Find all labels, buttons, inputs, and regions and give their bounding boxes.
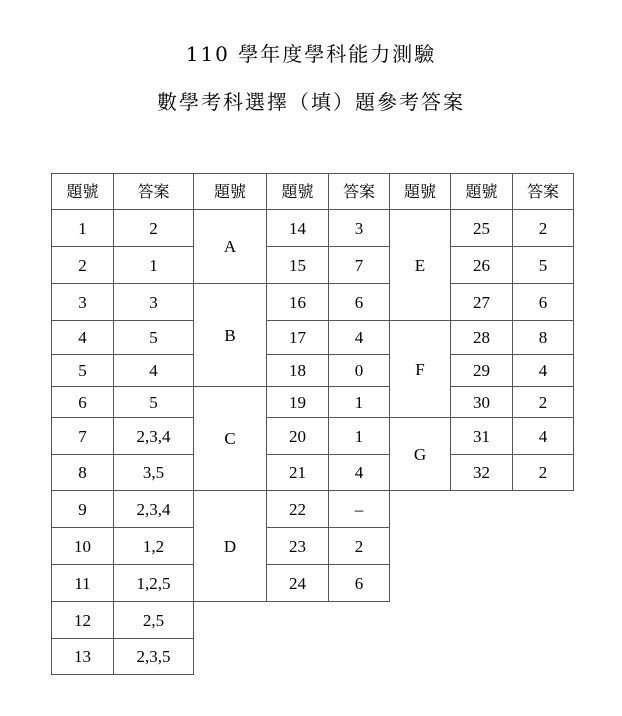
- answer-value: 2: [329, 528, 390, 565]
- answer-value: 1,2,5: [114, 565, 194, 602]
- question-number: 5: [52, 355, 114, 387]
- header-group: 題號: [390, 174, 451, 210]
- header-answer: 答案: [513, 174, 574, 210]
- header-answer: 答案: [114, 174, 194, 210]
- answer-value: 1,2: [114, 528, 194, 565]
- question-number: 15: [267, 247, 329, 284]
- answer-value: 8: [513, 321, 574, 355]
- question-number: 20: [267, 418, 329, 455]
- answer-value: 5: [513, 247, 574, 284]
- answer-value: 6: [329, 565, 390, 602]
- answer-value: 4: [513, 418, 574, 455]
- answer-table-1: [51, 173, 194, 675]
- group-label: A: [194, 210, 267, 284]
- group-label: E: [390, 210, 451, 321]
- question-number: 7: [52, 418, 114, 455]
- group-label: B: [194, 284, 267, 387]
- answer-value: 3: [114, 284, 194, 321]
- answer-value: 3,5: [114, 455, 194, 491]
- question-number: 26: [451, 247, 513, 284]
- answer-value: 2,3,4: [114, 418, 194, 455]
- answer-value: 5: [114, 321, 194, 355]
- question-number: 4: [52, 321, 114, 355]
- question-number: 11: [52, 565, 114, 602]
- header-answer: 答案: [329, 174, 390, 210]
- question-number: 21: [267, 455, 329, 491]
- answer-value: 3: [329, 210, 390, 247]
- answer-value: 5: [114, 387, 194, 418]
- answer-value: 4: [114, 355, 194, 387]
- answer-value: 2: [513, 455, 574, 491]
- answer-value: 4: [329, 455, 390, 491]
- answer-value: 6: [513, 284, 574, 321]
- question-number: 30: [451, 387, 513, 418]
- page-title: 110 學年度學科能力測驗: [185, 42, 437, 66]
- answer-value: 1: [114, 247, 194, 284]
- header-question: 題號: [52, 174, 114, 210]
- question-number: 10: [52, 528, 114, 565]
- group-label: C: [194, 387, 267, 491]
- header-question: 題號: [451, 174, 513, 210]
- answer-value: 7: [329, 247, 390, 284]
- answer-value: –: [329, 491, 390, 528]
- question-number: 32: [451, 455, 513, 491]
- question-number: 12: [52, 602, 114, 639]
- question-number: 25: [451, 210, 513, 247]
- question-number: 24: [267, 565, 329, 602]
- question-number: 23: [267, 528, 329, 565]
- question-number: 13: [52, 639, 114, 675]
- group-label: F: [390, 321, 451, 418]
- question-number: 27: [451, 284, 513, 321]
- question-number: 31: [451, 418, 513, 455]
- answer-value: 2: [513, 210, 574, 247]
- answer-value: 4: [329, 321, 390, 355]
- answer-value: 0: [329, 355, 390, 387]
- question-number: 19: [267, 387, 329, 418]
- answer-value: 1: [329, 387, 390, 418]
- group-label: D: [194, 491, 267, 602]
- question-number: 18: [267, 355, 329, 387]
- answer-value: 2: [114, 210, 194, 247]
- question-number: 3: [52, 284, 114, 321]
- answer-value: 2,5: [114, 602, 194, 639]
- answer-value: 2,3,4: [114, 491, 194, 528]
- header-question: 題號: [267, 174, 329, 210]
- question-number: 6: [52, 387, 114, 418]
- answer-value: 6: [329, 284, 390, 321]
- question-number: 9: [52, 491, 114, 528]
- question-number: 16: [267, 284, 329, 321]
- answer-value: 4: [513, 355, 574, 387]
- question-number: 22: [267, 491, 329, 528]
- answer-table-3: [389, 173, 574, 491]
- answer-value: 2,3,5: [114, 639, 194, 675]
- question-number: 28: [451, 321, 513, 355]
- question-number: 2: [52, 247, 114, 284]
- answer-value: 2: [513, 387, 574, 418]
- group-label: G: [390, 418, 451, 491]
- answer-table-2: [193, 173, 390, 602]
- answer-value: 1: [329, 418, 390, 455]
- page-subtitle: 數學考科選擇（填）題參考答案: [157, 90, 465, 114]
- question-number: 29: [451, 355, 513, 387]
- question-number: 14: [267, 210, 329, 247]
- question-number: 17: [267, 321, 329, 355]
- question-number: 1: [52, 210, 114, 247]
- header-group: 題號: [194, 174, 267, 210]
- question-number: 8: [52, 455, 114, 491]
